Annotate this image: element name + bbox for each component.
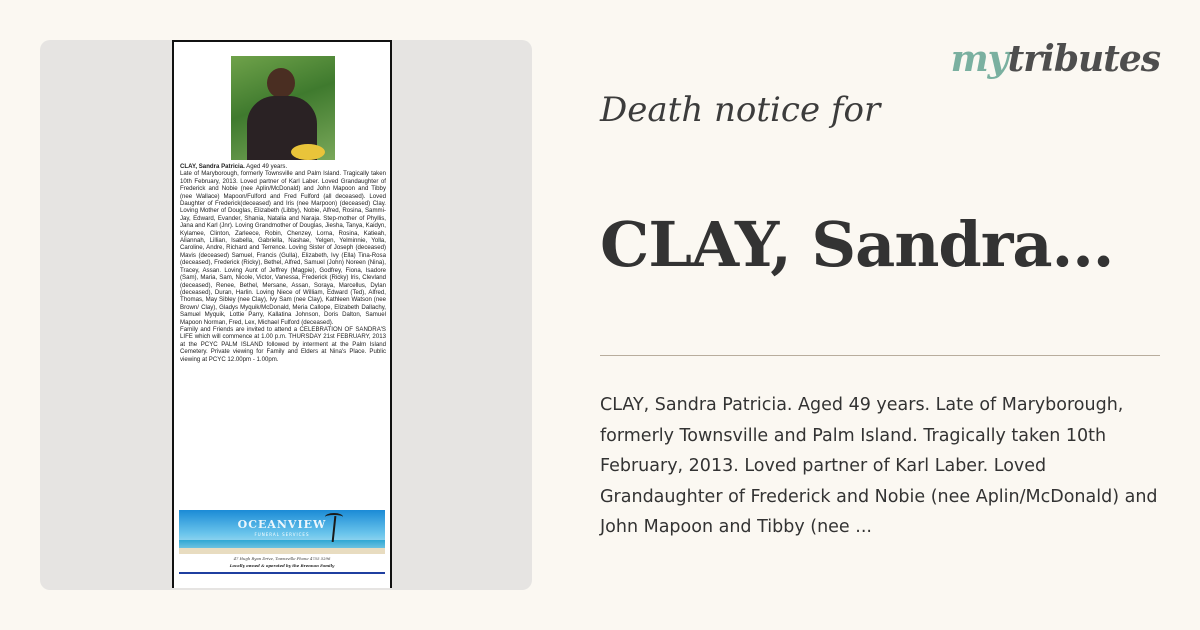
notice-service: Family and Friends are invited to attend a CELEBRATION OF SANDRA'S LIFE which will commence at 1.00 p.m. THURSDAY 21st FEBRUARY, 2013 at the PCYC PALM ISLAND followed by interment at the Palm Island Cemetery. Private viewing for Family and Elders at Nina's Place. Public viewing at PCYC 12.00pm - 1.00pm. xyxy=(180,325,386,363)
ad-owner: Locally owned & operated by the Brennan Family xyxy=(229,563,335,568)
ad-divider xyxy=(179,572,385,574)
portrait-photo xyxy=(231,56,335,160)
logo-tributes: tributes xyxy=(1007,38,1160,80)
ad-address: 47 Hugh Ryan Drive, Townsville Phone 4755 5296 xyxy=(233,556,331,561)
ad-banner xyxy=(179,510,385,554)
notice-text xyxy=(180,163,386,363)
notice-body: Late of Maryborough, formerly Townsville and Palm Island. Tragically taken 10th February, 2013. Loved partner of Karl Laber. Loved Grandaughter of Frederick and Nobie (nee Aplin/McDonald) and John Mapoon and Tibby (nee Wallace) Mapoon/Fulford and Fred Fulford (all deceased). Loved Daughter of Frederick(deceased) and Iris (nee Marpoon) (deceased) Clay. Loving Mother of Douglas, Elizabeth (Libby), Nobie, Alfred, Rosina, Sammi- Jay, Edward, Evander, Shania, Natalia and Naraja. Step-mother of Phyllis, Jana and Karl (Jnr). Loving Grandmother of Douglas, Jiesha, Tanya, Kaidyn, Kylamee, Clinton, Zarleece, Robin, Chenzey, Lorna, Rosina, Katieah, Aliannah, Lillian, Isabella, Gabriella, Nashae, Yelgen, Yelminnie, Yolla, Caroline, Andre, Richard and Terrence. Loving Sister of Joseph (deceased) Mavis (deceased) Samuel, Francis (Gulla), Elizabeth, Ivy (Ella) Tina-Rosa (deceased), Frederick (Ricky), Bethel, Alfred, Samuel (John) Noreen (Nina), Tracey, Assan. Loving Aunt of Jeffrey (Magpie), Godfrey, Fiona, Isadore (Sam), Maria, Sam, Nicole, Victor, Vanessa, Frederick (Ricky) Iris, Clevland (deceased), Renee, Bethel, Mersane, Assan, Soraya, Marcellus, Dylan (deceased), Duran, Harlin. Loving Niece of William, Edward (Ted), Alfred, Thomas, May Sibley (nee Clay), Ivy Sam (nee Clay), Kathleen Watson (nee Brown/ Clay), Gladys Myquik/McDonald, Meria Callope, Elizabeth Dallachy, Samuel Myquik, Lottie Parry, Kallatina Johnson, Doris Dalton, Samuel Mapoon Norman, Fred, Lex, Michael Fulford (deceased). xyxy=(180,170,386,326)
notice-age: Aged 49 years. xyxy=(244,163,288,170)
divider xyxy=(600,355,1160,356)
newspaper-notice xyxy=(172,40,392,588)
page-headline: Death notice for xyxy=(600,90,881,130)
portrait-head xyxy=(267,68,295,98)
funeral-service-ad xyxy=(179,510,385,575)
notice-excerpt: CLAY, Sandra Patricia. Aged 49 years. Late of Maryborough, formerly Townsville and Palm Island. Tragically taken 10th February, 2013. Loved partner of Karl Laber. Loved Grandaughter of Frederick and Nobie (nee Aplin/McDonald) and John Mapoon and Tibby (nee ... xyxy=(600,395,1158,537)
portrait-flowers xyxy=(291,144,325,160)
ad-title: OCEANVIEW xyxy=(237,518,327,531)
logo-my: my xyxy=(950,38,1008,80)
deceased-name: CLAY, Sandra... xyxy=(600,208,1114,281)
notice-name: CLAY, Sandra Patricia. xyxy=(180,163,245,170)
ad-subtitle: FUNERAL SERVICES xyxy=(254,532,310,537)
notice-image-panel xyxy=(40,40,532,590)
mytributes-logo[interactable] xyxy=(951,38,1160,80)
